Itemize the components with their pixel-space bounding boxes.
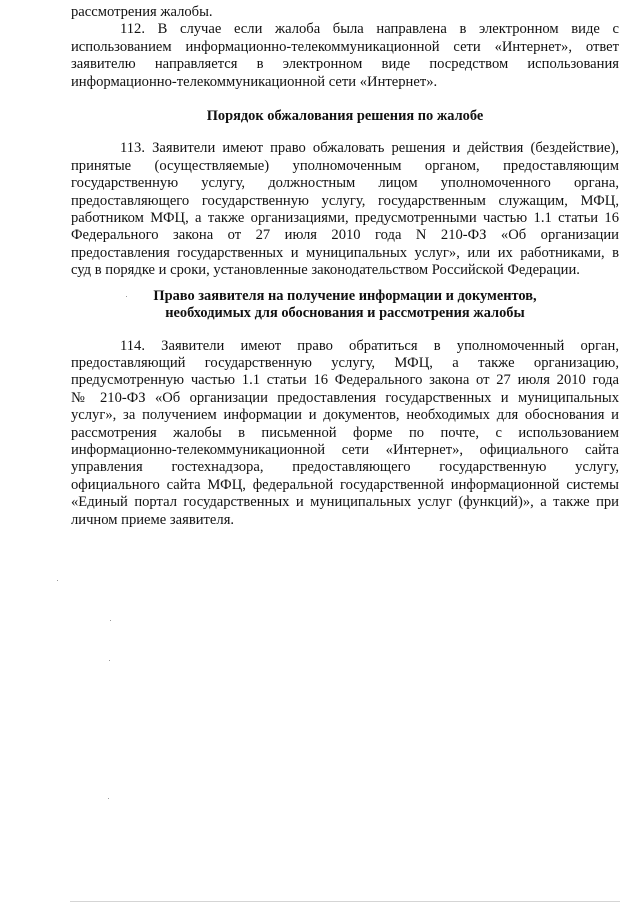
text-line: рассмотрения жалобы в письменной форме по почте, с использованием	[71, 424, 619, 441]
text-line: «Единый портал государственных и муниципальных услуг (функций)», а также при	[71, 494, 619, 511]
text-line: 112. В случае если жалоба была направлена в электронном виде с	[120, 21, 619, 38]
page-bottom-edge	[70, 901, 620, 902]
heading-line: Право заявителя на получение информации и документов,	[153, 287, 537, 304]
text-line: управления гостехнадзора, предоставляющего государственную услугу,	[71, 459, 619, 476]
text-line: официального сайта МФЦ, федеральной государственной информационной системы	[71, 476, 619, 493]
scan-speck	[110, 620, 111, 621]
text-line: рассмотрения жалобы.	[71, 4, 213, 20]
text-line: личном приеме заявителя.	[71, 511, 235, 528]
text-line: работником МФЦ, а также организациями, предусмотренными частью 1.1 статьи 16	[71, 210, 619, 227]
text-line: услуг», за получением информации и документов, необходимых для обоснования и	[71, 407, 619, 424]
text-line: 113. Заявители имеют право обжаловать решения и действия (бездействие),	[120, 140, 619, 157]
document-body	[71, 4, 619, 529]
text-line: Федерального закона от 27 июля 2010 года N 210-ФЗ «Об организации	[71, 227, 619, 244]
text-line: заявителю направляется в электронном виде посредством использования	[71, 56, 619, 73]
paragraph-114	[71, 338, 619, 529]
scan-speck	[126, 296, 127, 297]
text-line: принятые (осуществляемые) уполномоченным органом, предоставляющим	[71, 157, 619, 174]
section-heading-rights	[71, 288, 619, 323]
text-line: предоставляющий государственную услугу, МФЦ, а также организацию,	[71, 354, 619, 371]
paragraph-111-continuation	[71, 4, 619, 21]
text-line: 114. Заявители имеют право обратиться в уполномоченный орган,	[120, 337, 619, 354]
text-line: суд в порядке и сроки, установленные законодательством Российской Федерации.	[71, 262, 580, 279]
paragraph-112	[71, 21, 619, 91]
text-line: информационно-телекоммуникационной сети «Интернет», официального сайта	[71, 441, 619, 458]
scan-speck	[108, 798, 109, 799]
text-line: информационно-телекоммуникационной сети «Интернет».	[71, 73, 438, 90]
section-heading-appeal: Порядок обжалования решения по жалобе	[206, 108, 484, 125]
text-line: предоставляющего государственную услугу, государственным служащим, МФЦ,	[71, 192, 619, 209]
text-line: использованием информационно-телекоммуникационной сети «Интернет», ответ	[71, 38, 619, 55]
text-line: предоставления государственных и муниципальных услуг», или их работниками, в	[71, 244, 619, 261]
text-line: государственную услугу, должностным лицом уполномоченного органа,	[71, 175, 619, 192]
scan-speck	[109, 660, 110, 661]
heading-line: необходимых для обоснования и рассмотрения жалобы	[165, 305, 525, 322]
paragraph-113	[71, 140, 619, 279]
text-line: предусмотренную частью 1.1 статьи 16 Федерального закона от 27 июля 2010 года	[71, 372, 619, 389]
text-line: № 210-ФЗ «Об организации предоставления государственных и муниципальных	[71, 389, 619, 406]
scan-speck	[57, 580, 58, 581]
